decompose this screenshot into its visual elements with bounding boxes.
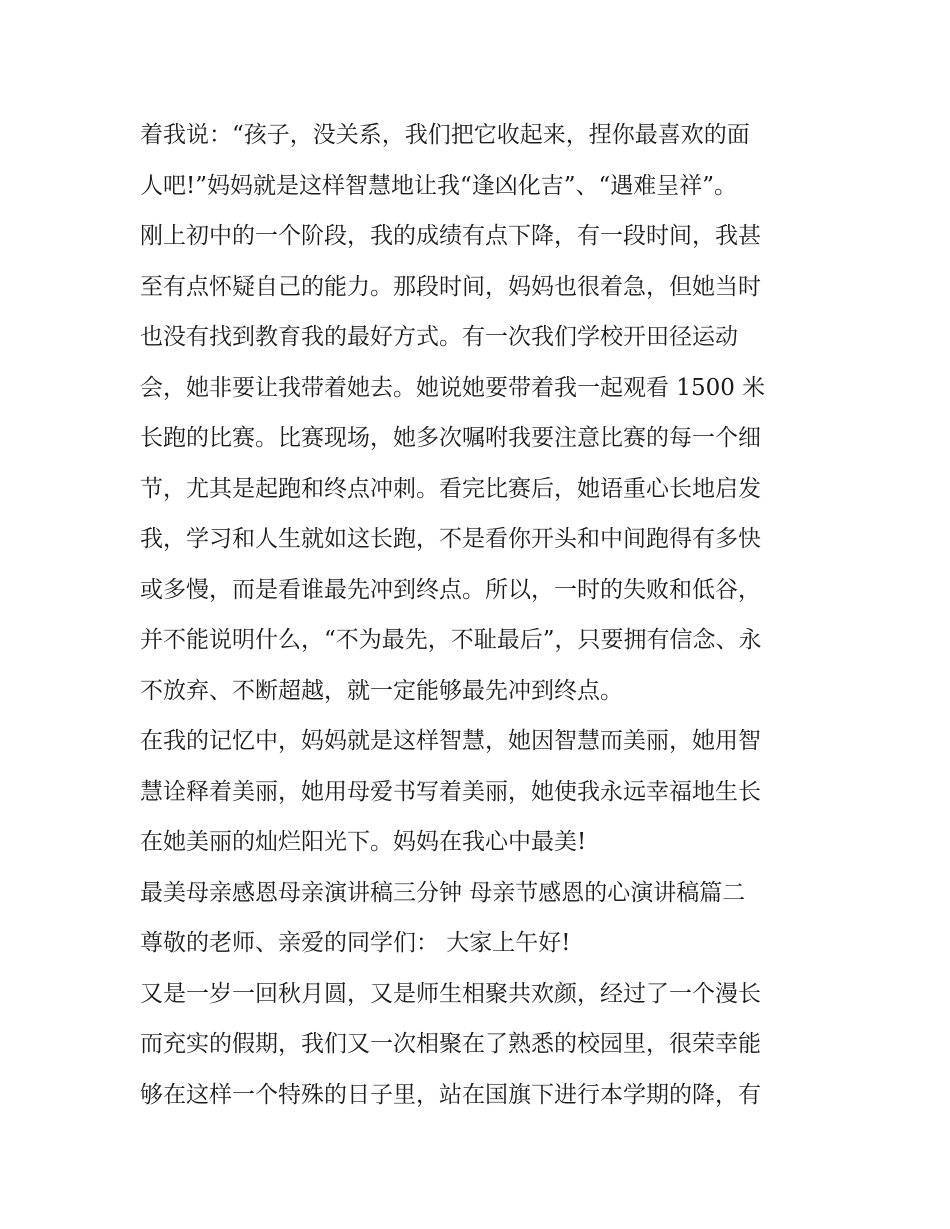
text-line: 而充实的假期，我们又一次相聚在了熟悉的校园里，很荣幸能 xyxy=(140,1031,761,1057)
body-text xyxy=(140,110,820,1120)
text-line: 在我的记忆中，妈妈就是这样智慧，她因智慧而美丽，她用智 xyxy=(140,728,761,754)
text-line: 人吧!”妈妈就是这样智慧地让我“逢凶化吉”、“遇难呈祥”。 xyxy=(140,172,738,199)
text-line: 节，尤其是起跑和终点冲刺。看完比赛后，她语重心长地启发 xyxy=(140,475,761,502)
greeting-line: 尊敬的老师、亲爱的同学们： 大家上午好! xyxy=(140,930,571,956)
section-heading: 最美母亲感恩母亲演讲稿三分钟 母亲节感恩的心演讲稿篇二 xyxy=(140,879,746,906)
text-line: 至有点怀疑自己的能力。那段时间，妈妈也很着急，但她当时 xyxy=(140,273,761,300)
text-line: 刚上初中的一个阶段，我的成绩有点下降，有一段时间，我甚 xyxy=(140,223,761,249)
text-line: 会，她非要让我带着她去。她说她要带着我一起观看 1500 米 xyxy=(140,374,766,401)
text-line: 够在这样一个特殊的日子里，站在国旗下进行本学期的降，有 xyxy=(140,1081,761,1108)
text-line: 长跑的比赛。比赛现场，她多次嘱咐我要注意比赛的每一个细 xyxy=(140,425,761,451)
text-line: 我，学习和人生就如这长跑，不是看你开头和中间跑得有多快 xyxy=(140,526,761,552)
text-line: 慧诠释着美丽，她用母爱书写着美丽，她使我永远幸福地生长 xyxy=(140,778,761,805)
text-line: 又是一岁一回秋月圆，又是师生相聚共欢颜，经过了一个漫长 xyxy=(140,980,761,1007)
text-line: 在她美丽的灿烂阳光下。妈妈在我心中最美! xyxy=(140,829,587,855)
text-line: 并不能说明什么，“不为最先，不耻最后”，只要拥有信念、永 xyxy=(140,627,762,653)
text-line: 着我说：“孩子，没关系，我们把它收起来，捏你最喜欢的面 xyxy=(140,122,750,148)
text-line: 或多慢，而是看谁最先冲到终点。所以，一时的失败和低谷， xyxy=(140,576,761,603)
text-line: 不放弃、不断超越，就一定能够最先冲到终点。 xyxy=(140,677,623,704)
text-line: 也没有找到教育我的最好方式。有一次我们学校开田径运动 xyxy=(140,324,738,350)
